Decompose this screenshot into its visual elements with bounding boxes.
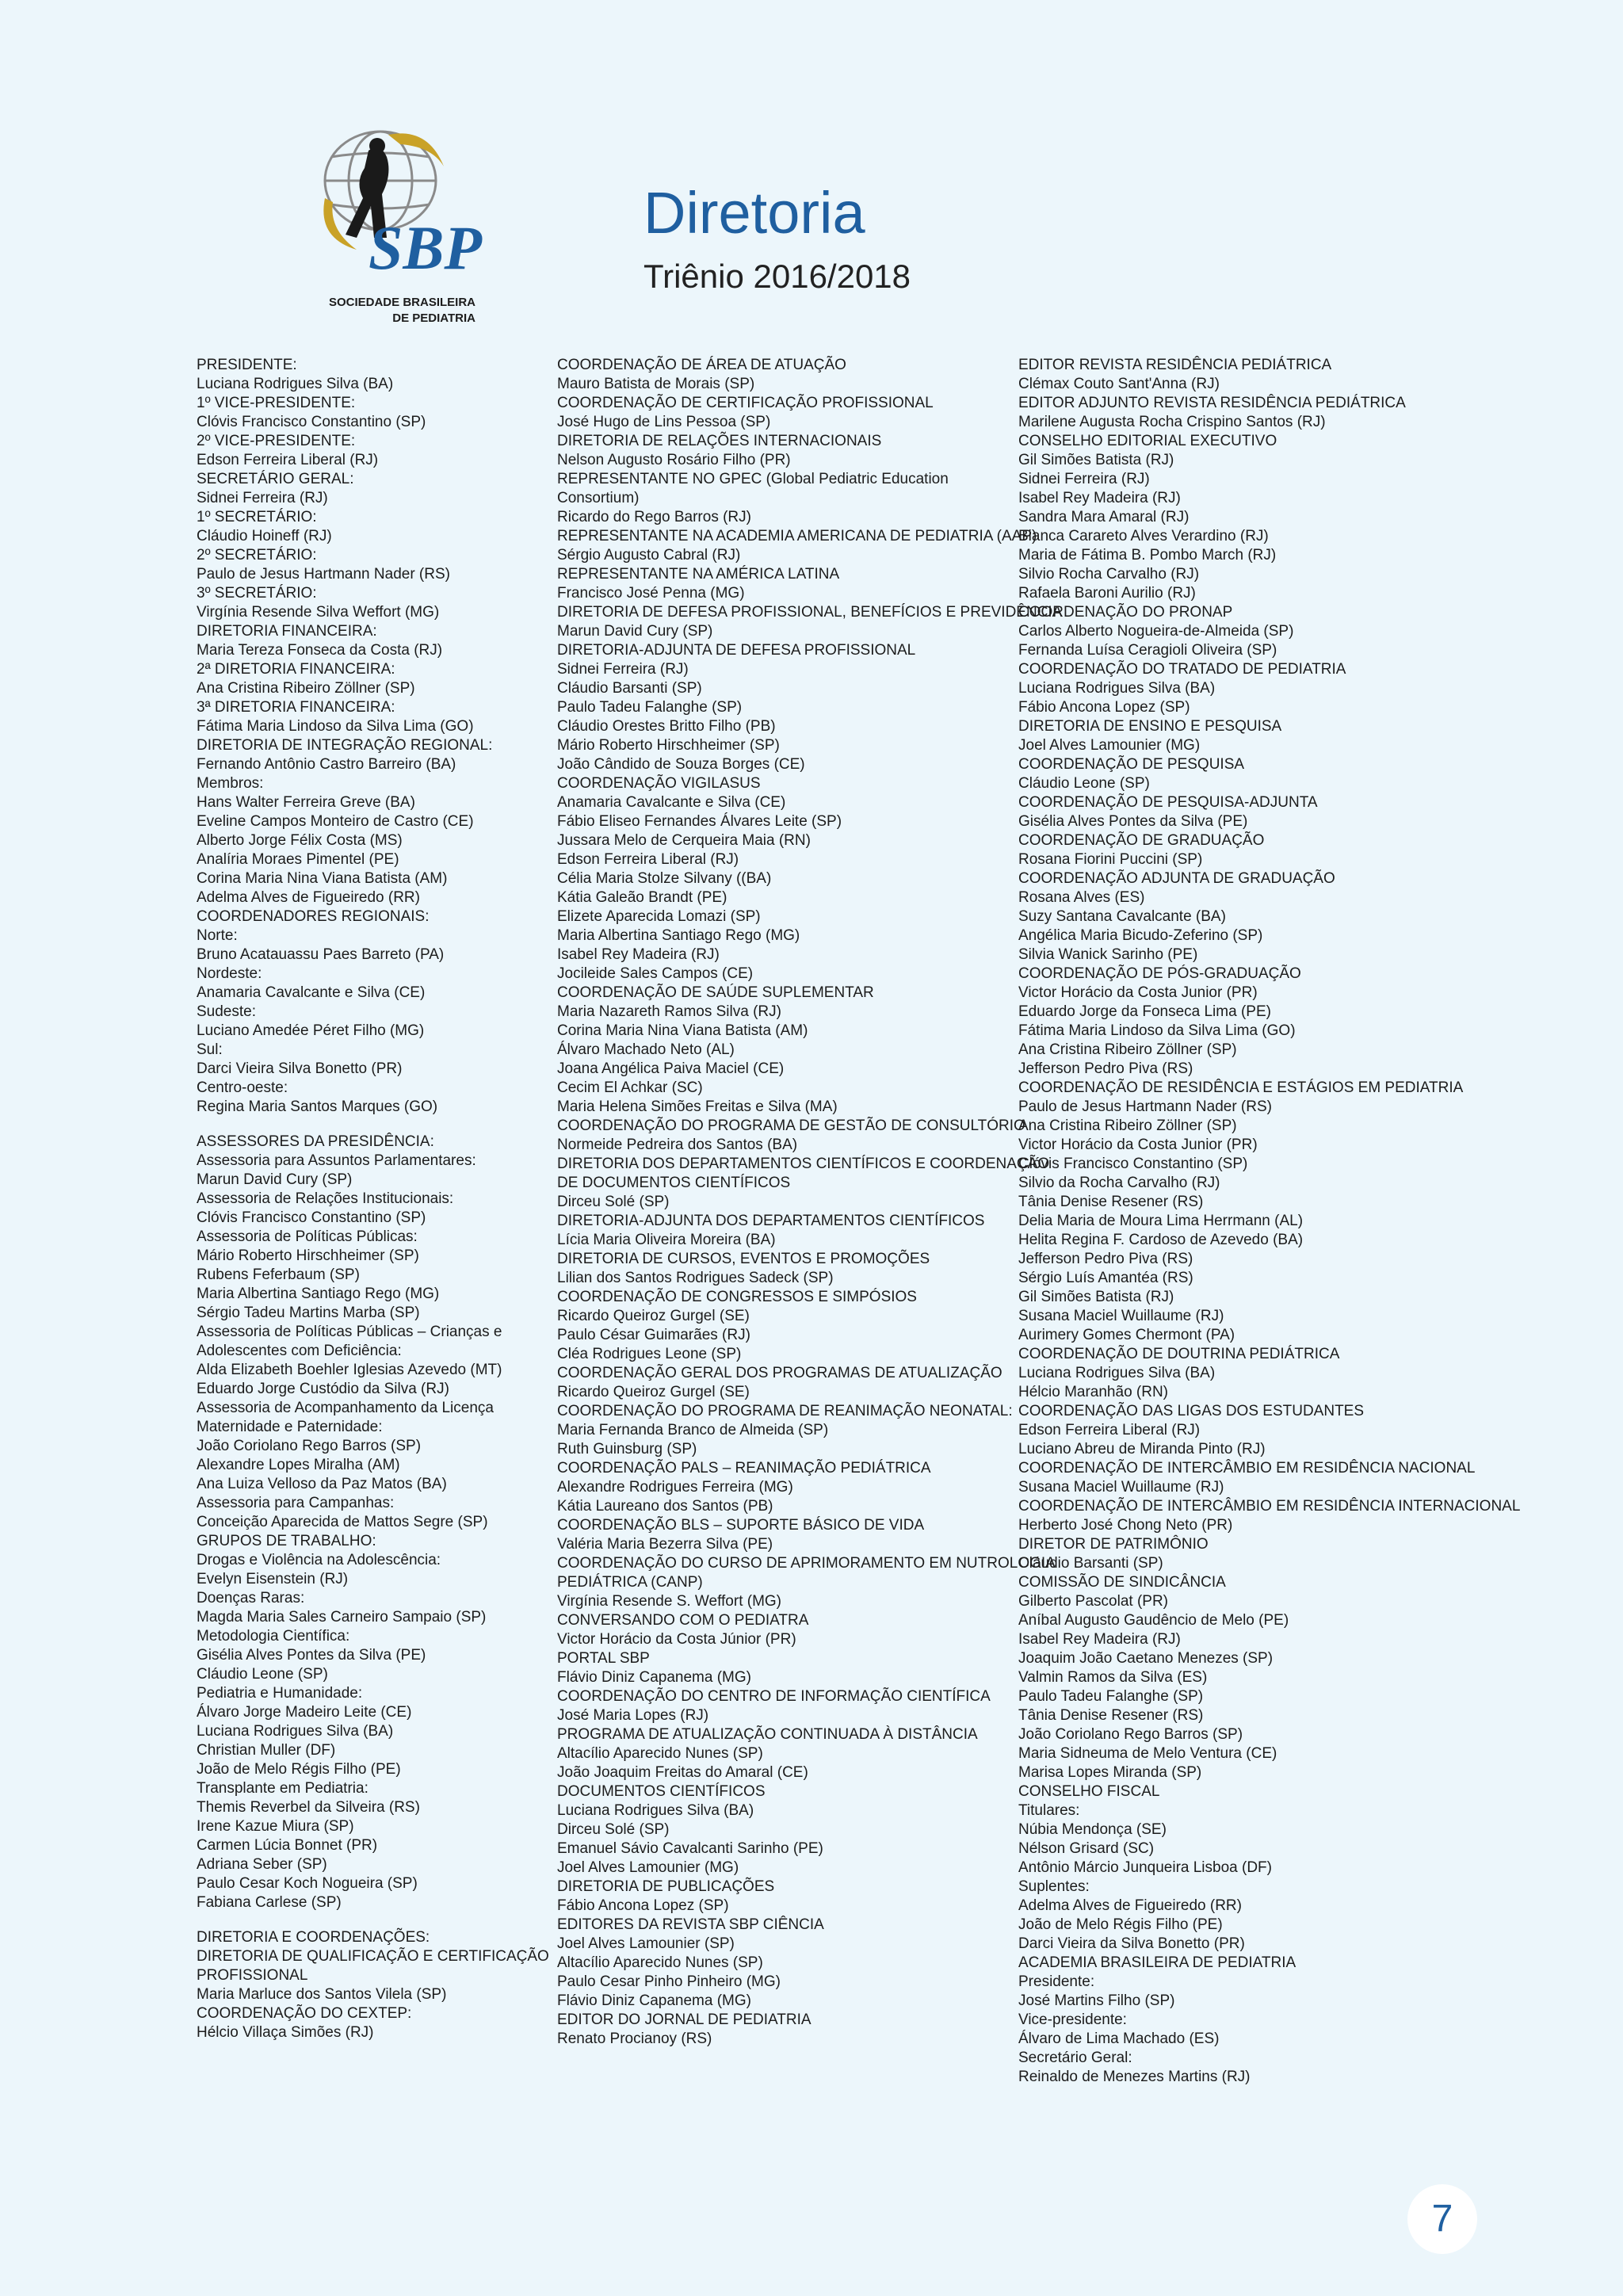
directory-line: Flávio Diniz Capanema (MG) — [557, 1669, 751, 1686]
directory-line: Ana Cristina Ribeiro Zöllner (SP) — [1018, 1041, 1237, 1058]
directory-line: Isabel Rey Madeira (RJ) — [1018, 1631, 1181, 1648]
directory-line: COORDENAÇÃO DE SAÚDE SUPLEMENTAR — [557, 984, 874, 1001]
directory-line: Virgínia Resende Silva Weffort (MG) — [197, 604, 440, 621]
directory-line: DE DOCUMENTOS CIENTÍFICOS — [557, 1175, 791, 1191]
directory-line: Sérgio Tadeu Martins Marba (SP) — [197, 1305, 420, 1321]
directory-line: Metodologia Científica: — [197, 1628, 350, 1645]
directory-line: Hélcio Maranhão (RN) — [1018, 1384, 1169, 1400]
directory-line: Alexandre Rodrigues Ferreira (MG) — [557, 1479, 793, 1496]
directory-line: Ana Cristina Ribeiro Zöllner (SP) — [1018, 1117, 1237, 1134]
directory-line: Norte: — [197, 927, 238, 944]
directory-line: Jefferson Pedro Piva (RS) — [1018, 1251, 1193, 1267]
directory-line: DIRETORIA DE ENSINO E PESQUISA — [1018, 718, 1282, 735]
page-title: Diretoria — [643, 180, 865, 246]
directory-line: João Coriolano Rego Barros (SP) — [1018, 1726, 1243, 1743]
directory-line: Adolescentes com Deficiência: — [197, 1343, 402, 1359]
directory-line: Gil Simões Batista (RJ) — [1018, 452, 1174, 468]
directory-line: Altacílio Aparecido Nunes (SP) — [557, 1954, 763, 1971]
directory-line: José Martins Filho (SP) — [1018, 1992, 1175, 2009]
directory-line: Flávio Diniz Capanema (MG) — [557, 1992, 751, 2009]
directory-line: DIRETORIA-ADJUNTA DE DEFESA PROFISSIONAL — [557, 642, 916, 659]
directory-line: 2º VICE-PRESIDENTE: — [197, 433, 356, 449]
directory-line: 1º VICE-PRESIDENTE: — [197, 395, 356, 411]
directory-line: Rosana Alves (ES) — [1018, 889, 1145, 906]
directory-line: Emanuel Sávio Cavalcanti Sarinho (PE) — [557, 1840, 823, 1857]
directory-line: PORTAL SBP — [557, 1650, 650, 1667]
directory-line: Helita Regina F. Cardoso de Azevedo (BA) — [1018, 1232, 1304, 1248]
directory-line: Kátia Galeão Brandt (PE) — [557, 889, 727, 906]
directory-line: Fábio Eliseo Fernandes Álvares Leite (SP) — [557, 813, 842, 830]
directory-line: COORDENAÇÃO DE ÁREA DE ATUAÇÃO — [557, 357, 846, 373]
directory-line: Álvaro Jorge Madeiro Leite (CE) — [197, 1704, 412, 1721]
directory-line: Paulo Cesar Pinho Pinheiro (MG) — [557, 1973, 781, 1990]
logo-caption-line: DE PEDIATRIA — [392, 311, 475, 325]
directory-line: EDITORES DA REVISTA SBP CIÊNCIA — [557, 1916, 824, 1933]
directory-line: GRUPOS DE TRABALHO: — [197, 1533, 376, 1549]
directory-line: PRESIDENTE: — [197, 357, 297, 373]
directory-line: Lilian dos Santos Rodrigues Sadeck (SP) — [557, 1270, 834, 1286]
directory-line: Nélson Grisard (SC) — [1018, 1840, 1155, 1857]
directory-line: Suplentes: — [1018, 1878, 1090, 1895]
directory-line: COORDENAÇÃO DE PÓS-GRADUAÇÃO — [1018, 965, 1301, 982]
directory-line: Irene Kazue Miura (SP) — [197, 1818, 354, 1835]
directory-line: José Hugo de Lins Pessoa (SP) — [557, 414, 771, 430]
directory-line: Ana Cristina Ribeiro Zöllner (SP) — [197, 680, 415, 697]
directory-line: DIRETORIA DOS DEPARTAMENTOS CIENTÍFICOS E COORDENAÇÃO — [557, 1156, 1050, 1172]
directory-line: Maternidade e Paternidade: — [197, 1419, 383, 1435]
directory-line: Maria Albertina Santiago Rego (MG) — [197, 1286, 440, 1302]
directory-line: Rafaela Baroni Aurilio (RJ) — [1018, 585, 1196, 602]
directory-line: COORDENAÇÃO DE RESIDÊNCIA E ESTÁGIOS EM PEDIATRIA — [1018, 1079, 1464, 1096]
directory-line: Assessoria de Acompanhamento da Licença — [197, 1400, 494, 1416]
directory-line: DIRETORIA FINANCEIRA: — [197, 623, 377, 640]
directory-line: 3º SECRETÁRIO: — [197, 585, 317, 602]
directory-line: ASSESSORES DA PRESIDÊNCIA: — [197, 1133, 434, 1150]
directory-line: Dirceu Solé (SP) — [557, 1194, 670, 1210]
directory-line: Clémax Couto Sant'Anna (RJ) — [1018, 376, 1220, 392]
directory-line: Titulares: — [1018, 1802, 1080, 1819]
directory-line: Fabiana Carlese (SP) — [197, 1894, 342, 1911]
directory-line: Luciano Amedée Péret Filho (MG) — [197, 1022, 425, 1039]
directory-line: Transplante em Pediatria: — [197, 1780, 369, 1797]
directory-line: Christian Muller (DF) — [197, 1742, 336, 1759]
directory-line: Darci Vieira da Silva Bonetto (PR) — [1018, 1935, 1245, 1952]
directory-line: Maria Helena Simões Freitas e Silva (MA) — [557, 1098, 838, 1115]
page-number: 7 — [1407, 2184, 1477, 2254]
board-column-1 — [197, 356, 549, 2042]
directory-line: Maria Albertina Santiago Rego (MG) — [557, 927, 800, 944]
directory-line: Valmin Ramos da Silva (ES) — [1018, 1669, 1208, 1686]
directory-line: João Coriolano Rego Barros (SP) — [197, 1438, 422, 1454]
directory-line: COORDENAÇÃO PALS – REANIMAÇÃO PEDIÁTRICA — [557, 1460, 931, 1477]
directory-line: COORDENAÇÃO DO CURSO DE APRIMORAMENTO EM NUTROLOGIA — [557, 1555, 1056, 1572]
directory-line: DOCUMENTOS CIENTÍFICOS — [557, 1783, 766, 1800]
directory-line: Sidnei Ferreira (RJ) — [557, 661, 689, 678]
directory-line: COMISSÃO DE SINDICÂNCIA — [1018, 1574, 1226, 1591]
directory-line: Joaquim João Caetano Menezes (SP) — [1018, 1650, 1274, 1667]
directory-line: Maria Nazareth Ramos Silva (RJ) — [557, 1003, 781, 1020]
directory-line: Fátima Maria Lindoso da Silva Lima (GO) — [197, 718, 474, 735]
directory-line: Cláudio Barsanti (SP) — [557, 680, 702, 697]
directory-line: Valéria Maria Bezerra Silva (PE) — [557, 1536, 773, 1553]
directory-line: Ricardo do Rego Barros (RJ) — [557, 509, 751, 525]
directory-line: Regina Maria Santos Marques (GO) — [197, 1098, 438, 1115]
directory-line: Cláudio Leone (SP) — [1018, 775, 1150, 792]
directory-line: Sul: — [197, 1041, 223, 1058]
directory-line: REPRESENTANTE NA ACADEMIA AMERICANA DE PEDIATRIA (AAP) — [557, 528, 1037, 544]
board-column-3 — [1018, 356, 1521, 2087]
spacer — [197, 1912, 529, 1928]
directory-line: Analíria Moraes Pimentel (PE) — [197, 851, 399, 868]
directory-line: Conceição Aparecida de Mattos Segre (SP) — [197, 1514, 488, 1530]
logo-caption-line: SOCIEDADE BRASILEIRA — [328, 296, 475, 309]
directory-line: Vice-presidente: — [1018, 2011, 1127, 2028]
logo-text: SBP — [369, 213, 483, 282]
directory-line: Kátia Laureano dos Santos (PB) — [557, 1498, 773, 1515]
directory-line: COORDENAÇÃO DE PESQUISA-ADJUNTA — [1018, 794, 1318, 811]
directory-line: Gil Simões Batista (RJ) — [1018, 1289, 1174, 1305]
directory-line: Herberto José Chong Neto (PR) — [1018, 1517, 1233, 1534]
directory-line: Altacílio Aparecido Nunes (SP) — [557, 1745, 763, 1762]
directory-line: DIRETORIA DE INTEGRAÇÃO REGIONAL: — [197, 737, 493, 754]
directory-line: Luciano Abreu de Miranda Pinto (RJ) — [1018, 1441, 1266, 1457]
directory-line: Reinaldo de Menezes Martins (RJ) — [1018, 2069, 1251, 2085]
directory-line: Maria Tereza Fonseca da Costa (RJ) — [197, 642, 443, 659]
directory-line: Magda Maria Sales Carneiro Sampaio (SP) — [197, 1609, 487, 1626]
directory-line: Gilberto Pascolat (PR) — [1018, 1593, 1169, 1610]
directory-line: COORDENADORES REGIONAIS: — [197, 908, 430, 925]
directory-line: Presidente: — [1018, 1973, 1095, 1990]
directory-line: DIRETORIA E COORDENAÇÕES: — [197, 1929, 430, 1946]
directory-line: ACADEMIA BRASILEIRA DE PEDIATRIA — [1018, 1954, 1296, 1971]
directory-line: Luciana Rodrigues Silva (BA) — [197, 1723, 394, 1740]
directory-line: Suzy Santana Cavalcante (BA) — [1018, 908, 1226, 925]
directory-line: Clóvis Francisco Constantino (SP) — [1018, 1156, 1248, 1172]
directory-line: EDITOR ADJUNTO REVISTA RESIDÊNCIA PEDIÁTRICA — [1018, 395, 1406, 411]
directory-line: João de Melo Régis Filho (PE) — [197, 1761, 401, 1778]
directory-line: Nelson Augusto Rosário Filho (PR) — [557, 452, 791, 468]
directory-line: 1º SECRETÁRIO: — [197, 509, 317, 525]
directory-line: EDITOR REVISTA RESIDÊNCIA PEDIÁTRICA — [1018, 357, 1332, 373]
directory-line: Eduardo Jorge da Fonseca Lima (PE) — [1018, 1003, 1271, 1020]
directory-line: Ana Luiza Velloso da Paz Matos (BA) — [197, 1476, 447, 1492]
directory-line: COORDENAÇÃO DAS LIGAS DOS ESTUDANTES — [1018, 1403, 1365, 1419]
directory-line: Cláudio Hoineff (RJ) — [197, 528, 332, 544]
directory-line: Drogas e Violência na Adolescência: — [197, 1552, 441, 1568]
directory-line: Secretário Geral: — [1018, 2050, 1132, 2066]
directory-line: Mário Roberto Hirschheimer (SP) — [197, 1247, 419, 1264]
directory-line: Álvaro de Lima Machado (ES) — [1018, 2030, 1220, 2047]
directory-line: COORDENAÇÃO DE GRADUAÇÃO — [1018, 832, 1265, 849]
directory-line: Fernanda Luísa Ceragioli Oliveira (SP) — [1018, 642, 1277, 659]
directory-line: Alexandre Lopes Miralha (AM) — [197, 1457, 400, 1473]
directory-line: PEDIÁTRICA (CANP) — [557, 1574, 703, 1591]
directory-line: Cláudio Orestes Britto Filho (PB) — [557, 718, 776, 735]
directory-line: Luciana Rodrigues Silva (BA) — [197, 376, 394, 392]
directory-line: Jussara Melo de Cerqueira Maia (RN) — [557, 832, 811, 849]
directory-line: Pediatria e Humanidade: — [197, 1685, 363, 1702]
directory-line: José Maria Lopes (RJ) — [557, 1707, 709, 1724]
directory-line: Nordeste: — [197, 965, 262, 982]
directory-line: Susana Maciel Wuillaume (RJ) — [1018, 1308, 1224, 1324]
directory-line: COORDENAÇÃO DO PRONAP — [1018, 604, 1233, 621]
directory-line: Maria de Fátima B. Pombo March (RJ) — [1018, 547, 1277, 563]
directory-line: Carmen Lúcia Bonnet (PR) — [197, 1837, 378, 1854]
directory-line: Anamaria Cavalcante e Silva (CE) — [197, 984, 426, 1001]
directory-line: Joel Alves Lamounier (MG) — [1018, 737, 1201, 754]
directory-line: Membros: — [197, 775, 264, 792]
directory-line: Sandra Mara Amaral (RJ) — [1018, 509, 1190, 525]
directory-line: DIRETORIA DE RELAÇÕES INTERNACIONAIS — [557, 433, 882, 449]
directory-line: EDITOR DO JORNAL DE PEDIATRIA — [557, 2011, 812, 2028]
directory-line: Mário Roberto Hirschheimer (SP) — [557, 737, 780, 754]
directory-line: SECRETÁRIO GERAL: — [197, 471, 354, 487]
directory-line: COORDENAÇÃO DE DOUTRINA PEDIÁTRICA — [1018, 1346, 1340, 1362]
directory-line: Aurimery Gomes Chermont (PA) — [1018, 1327, 1235, 1343]
directory-line: DIRETORIA DE PUBLICAÇÕES — [557, 1878, 775, 1895]
directory-line: Fábio Ancona Lopez (SP) — [1018, 699, 1190, 716]
directory-line: Marilene Augusta Rocha Crispino Santos (RJ) — [1018, 414, 1326, 430]
directory-line: Maria Sidneuma de Melo Ventura (CE) — [1018, 1745, 1277, 1762]
directory-line: Eduardo Jorge Custódio da Silva (RJ) — [197, 1381, 449, 1397]
directory-line: Ricardo Queiroz Gurgel (SE) — [557, 1384, 750, 1400]
directory-line: Edson Ferreira Liberal (RJ) — [1018, 1422, 1201, 1438]
directory-line: Sidnei Ferreira (RJ) — [1018, 471, 1150, 487]
directory-line: Adelma Alves de Figueiredo (RR) — [197, 889, 420, 906]
directory-line: Clóvis Francisco Constantino (SP) — [197, 1209, 426, 1226]
directory-line: COORDENAÇÃO ADJUNTA DE GRADUAÇÃO — [1018, 870, 1335, 887]
directory-line: DIRETORIA DE CURSOS, EVENTOS E PROMOÇÕES — [557, 1251, 930, 1267]
directory-line: Gisélia Alves Pontes da Silva (PE) — [1018, 813, 1248, 830]
directory-line: Edson Ferreira Liberal (RJ) — [197, 452, 379, 468]
directory-line: Anamaria Cavalcante e Silva (CE) — [557, 794, 786, 811]
directory-line: Bruno Acatauassu Paes Barreto (PA) — [197, 946, 445, 963]
directory-line: Assessoria para Assuntos Parlamentares: — [197, 1152, 476, 1169]
directory-line: Joana Angélica Paiva Maciel (CE) — [557, 1060, 785, 1077]
directory-line: Victor Horácio da Costa Junior (PR) — [1018, 1137, 1258, 1153]
directory-line: DIRETORIA-ADJUNTA DOS DEPARTAMENTOS CIENTÍFICOS — [557, 1213, 985, 1229]
directory-line: Paulo César Guimarães (RJ) — [557, 1327, 750, 1343]
directory-line: Clóvis Francisco Constantino (SP) — [197, 414, 426, 430]
directory-line: Adriana Seber (SP) — [197, 1856, 327, 1873]
directory-line: Tânia Denise Resener (RS) — [1018, 1707, 1204, 1724]
directory-line: João Cândido de Souza Borges (CE) — [557, 756, 805, 773]
directory-line: Rubens Feferbaum (SP) — [197, 1266, 360, 1283]
directory-line: Luciana Rodrigues Silva (BA) — [557, 1802, 754, 1819]
directory-line: Paulo Tadeu Falanghe (SP) — [557, 699, 743, 716]
directory-line: Alda Elizabeth Boehler Iglesias Azevedo (MT) — [197, 1362, 502, 1378]
directory-line: Elizete Aparecida Lomazi (SP) — [557, 908, 761, 925]
directory-line: PROGRAMA DE ATUALIZAÇÃO CONTINUADA À DISTÂNCIA — [557, 1726, 978, 1743]
directory-line: 2ª DIRETORIA FINANCEIRA: — [197, 661, 395, 678]
directory-line: COORDENAÇÃO DE CERTIFICAÇÃO PROFISSIONAL — [557, 395, 934, 411]
logo-caption — [293, 295, 475, 327]
directory-line: Marisa Lopes Miranda (SP) — [1018, 1764, 1202, 1781]
directory-line: Francisco José Penna (MG) — [557, 585, 745, 602]
directory-line: Gisélia Alves Pontes da Silva (PE) — [197, 1647, 426, 1664]
directory-line: COORDENAÇÃO DE INTERCÂMBIO EM RESIDÊNCIA NACIONAL — [1018, 1460, 1476, 1477]
directory-line: 2º SECRETÁRIO: — [197, 547, 317, 563]
directory-line: Evelyn Eisenstein (RJ) — [197, 1571, 349, 1587]
directory-line: Marun David Cury (SP) — [197, 1171, 353, 1188]
directory-line: DIRETORIA DE QUALIFICAÇÃO E CERTIFICAÇÃO — [197, 1948, 549, 1965]
directory-line: Assessoria de Políticas Públicas – Crianças e — [197, 1324, 502, 1340]
directory-line: Cléa Rodrigues Leone (SP) — [557, 1346, 742, 1362]
directory-line: Silvia Wanick Sarinho (PE) — [1018, 946, 1198, 963]
directory-line: Corina Maria Nina Viana Batista (AM) — [557, 1022, 808, 1039]
directory-line: Paulo de Jesus Hartmann Nader (RS) — [1018, 1098, 1272, 1115]
directory-line: CONVERSANDO COM O PEDIATRA — [557, 1612, 809, 1629]
directory-line: Eveline Campos Monteiro de Castro (CE) — [197, 813, 474, 830]
directory-line: Angélica Maria Bicudo-Zeferino (SP) — [1018, 927, 1263, 944]
directory-line: COORDENAÇÃO DO CEXTEP: — [197, 2005, 412, 2022]
directory-line: Consortium) — [557, 490, 640, 506]
directory-line: DIRETOR DE PATRIMÔNIO — [1018, 1536, 1209, 1553]
directory-line: Cláudio Leone (SP) — [197, 1666, 328, 1683]
directory-line: Assessoria de Relações Institucionais: — [197, 1190, 454, 1207]
directory-line: COORDENAÇÃO DO CENTRO DE INFORMAÇÃO CIENTÍFICA — [557, 1688, 991, 1705]
spacer — [197, 1117, 529, 1133]
directory-line: Tânia Denise Resener (RS) — [1018, 1194, 1204, 1210]
directory-line: Fátima Maria Lindoso da Silva Lima (GO) — [1018, 1022, 1296, 1039]
directory-line: Susana Maciel Wuillaume (RJ) — [1018, 1479, 1224, 1496]
directory-line: Paulo Cesar Koch Nogueira (SP) — [197, 1875, 418, 1892]
directory-line: Victor Horácio da Costa Júnior (PR) — [557, 1631, 796, 1648]
directory-line: Silvio da Rocha Carvalho (RJ) — [1018, 1175, 1220, 1191]
directory-line: REPRESENTANTE NA AMÉRICA LATINA — [557, 566, 840, 583]
directory-line: Marun David Cury (SP) — [557, 623, 713, 640]
directory-line: Themis Reverbel da Silveira (RS) — [197, 1799, 420, 1816]
directory-line: Delia Maria de Moura Lima Herrmann (AL) — [1018, 1213, 1304, 1229]
directory-line: Carlos Alberto Nogueira-de-Almeida (SP) — [1018, 623, 1294, 640]
directory-line: COORDENAÇÃO BLS – SUPORTE BÁSICO DE VIDA — [557, 1517, 925, 1534]
directory-line: Antônio Márcio Junqueira Lisboa (DF) — [1018, 1859, 1272, 1876]
directory-line: Darci Vieira Silva Bonetto (PR) — [197, 1060, 403, 1077]
directory-line: Silvio Rocha Carvalho (RJ) — [1018, 566, 1200, 583]
directory-line: REPRESENTANTE NO GPEC (Global Pediatric Education — [557, 471, 949, 487]
directory-line: COORDENAÇÃO DO TRATADO DE PEDIATRIA — [1018, 661, 1346, 678]
directory-line: Ruth Guinsburg (SP) — [557, 1441, 697, 1457]
directory-line: COORDENAÇÃO GERAL DOS PROGRAMAS DE ATUALIZAÇÃO — [557, 1365, 1002, 1381]
directory-line: Alberto Jorge Félix Costa (MS) — [197, 832, 403, 849]
directory-line: Aníbal Augusto Gaudêncio de Melo (PE) — [1018, 1612, 1289, 1629]
directory-line: Virgínia Resende S. Weffort (MG) — [557, 1593, 782, 1610]
directory-line: Assessoria de Políticas Públicas: — [197, 1228, 418, 1245]
directory-line: COORDENAÇÃO DO PROGRAMA DE REANIMAÇÃO NEONATAL: — [557, 1403, 1013, 1419]
directory-line: Centro-oeste: — [197, 1079, 288, 1096]
directory-line: Edson Ferreira Liberal (RJ) — [557, 851, 739, 868]
directory-line: COORDENAÇÃO DE INTERCÂMBIO EM RESIDÊNCIA INTERNACIONAL — [1018, 1498, 1521, 1515]
directory-line: Adelma Alves de Figueiredo (RR) — [1018, 1897, 1242, 1914]
directory-line: Jefferson Pedro Piva (RS) — [1018, 1060, 1193, 1077]
directory-line: Joel Alves Lamounier (MG) — [557, 1859, 739, 1876]
directory-line: Sérgio Luís Amantéa (RS) — [1018, 1270, 1193, 1286]
directory-line: Renato Procianoy (RS) — [557, 2030, 712, 2047]
directory-line: Assessoria para Campanhas: — [197, 1495, 395, 1511]
directory-line: COORDENAÇÃO DO PROGRAMA DE GESTÃO DE CONSULTÓRIO — [557, 1117, 1025, 1134]
directory-line: Cecim El Achkar (SC) — [557, 1079, 703, 1096]
directory-line: Cláudio Barsanti (SP) — [1018, 1555, 1163, 1572]
directory-line: Hélcio Villaça Simões (RJ) — [197, 2024, 374, 2041]
directory-line: Célia Maria Stolze Silvany ((BA) — [557, 870, 772, 887]
directory-line: Paulo Tadeu Falanghe (SP) — [1018, 1688, 1204, 1705]
directory-line: Fernando Antônio Castro Barreiro (BA) — [197, 756, 456, 773]
directory-line: Dirceu Solé (SP) — [557, 1821, 670, 1838]
directory-line: 3ª DIRETORIA FINANCEIRA: — [197, 699, 395, 716]
directory-line: COORDENAÇÃO DE PESQUISA — [1018, 756, 1245, 773]
directory-line: COORDENAÇÃO VIGILASUS — [557, 775, 761, 792]
directory-line: Joel Alves Lamounier (SP) — [557, 1935, 735, 1952]
directory-line: Rosana Fiorini Puccini (SP) — [1018, 851, 1203, 868]
directory-line: Bianca Carareto Alves Verardino (RJ) — [1018, 528, 1269, 544]
directory-line: Isabel Rey Madeira (RJ) — [557, 946, 720, 963]
directory-line: Normeide Pedreira dos Santos (BA) — [557, 1137, 798, 1153]
directory-line: Sérgio Augusto Cabral (RJ) — [557, 547, 741, 563]
directory-line: Ricardo Queiroz Gurgel (SE) — [557, 1308, 750, 1324]
directory-line: COORDENAÇÃO DE CONGRESSOS E SIMPÓSIOS — [557, 1289, 917, 1305]
directory-line: Álvaro Machado Neto (AL) — [557, 1041, 735, 1058]
directory-line: Fábio Ancona Lopez (SP) — [557, 1897, 729, 1914]
directory-line: Maria Marluce dos Santos Vilela (SP) — [197, 1986, 447, 2003]
directory-line: Paulo de Jesus Hartmann Nader (RS) — [197, 566, 450, 583]
directory-line: Luciana Rodrigues Silva (BA) — [1018, 1365, 1216, 1381]
directory-line: Isabel Rey Madeira (RJ) — [1018, 490, 1181, 506]
directory-line: CONSELHO FISCAL — [1018, 1783, 1160, 1800]
directory-line: Maria Fernanda Branco de Almeida (SP) — [557, 1422, 829, 1438]
directory-line: João Joaquim Freitas do Amaral (CE) — [557, 1764, 808, 1781]
directory-line: CONSELHO EDITORIAL EXECUTIVO — [1018, 433, 1277, 449]
directory-line: Núbia Mendonça (SE) — [1018, 1821, 1167, 1838]
directory-line: Hans Walter Ferreira Greve (BA) — [197, 794, 415, 811]
directory-line: Sidnei Ferreira (RJ) — [197, 490, 328, 506]
directory-line: Sudeste: — [197, 1003, 256, 1020]
directory-line: Luciana Rodrigues Silva (BA) — [1018, 680, 1216, 697]
directory-line: Corina Maria Nina Viana Batista (AM) — [197, 870, 448, 887]
directory-line: PROFISSIONAL — [197, 1967, 308, 1984]
directory-line: DIRETORIA DE DEFESA PROFISSIONAL, BENEFÍCIOS E PREVIDÊNCIA — [557, 604, 1063, 621]
directory-line: Lícia Maria Oliveira Moreira (BA) — [557, 1232, 776, 1248]
directory-line: Mauro Batista de Morais (SP) — [557, 376, 755, 392]
directory-line: Jocileide Sales Campos (CE) — [557, 965, 754, 982]
directory-line: João de Melo Régis Filho (PE) — [1018, 1916, 1223, 1933]
page-subtitle: Triênio 2016/2018 — [643, 258, 911, 295]
directory-line: Victor Horácio da Costa Junior (PR) — [1018, 984, 1258, 1001]
directory-line: Doenças Raras: — [197, 1590, 305, 1606]
